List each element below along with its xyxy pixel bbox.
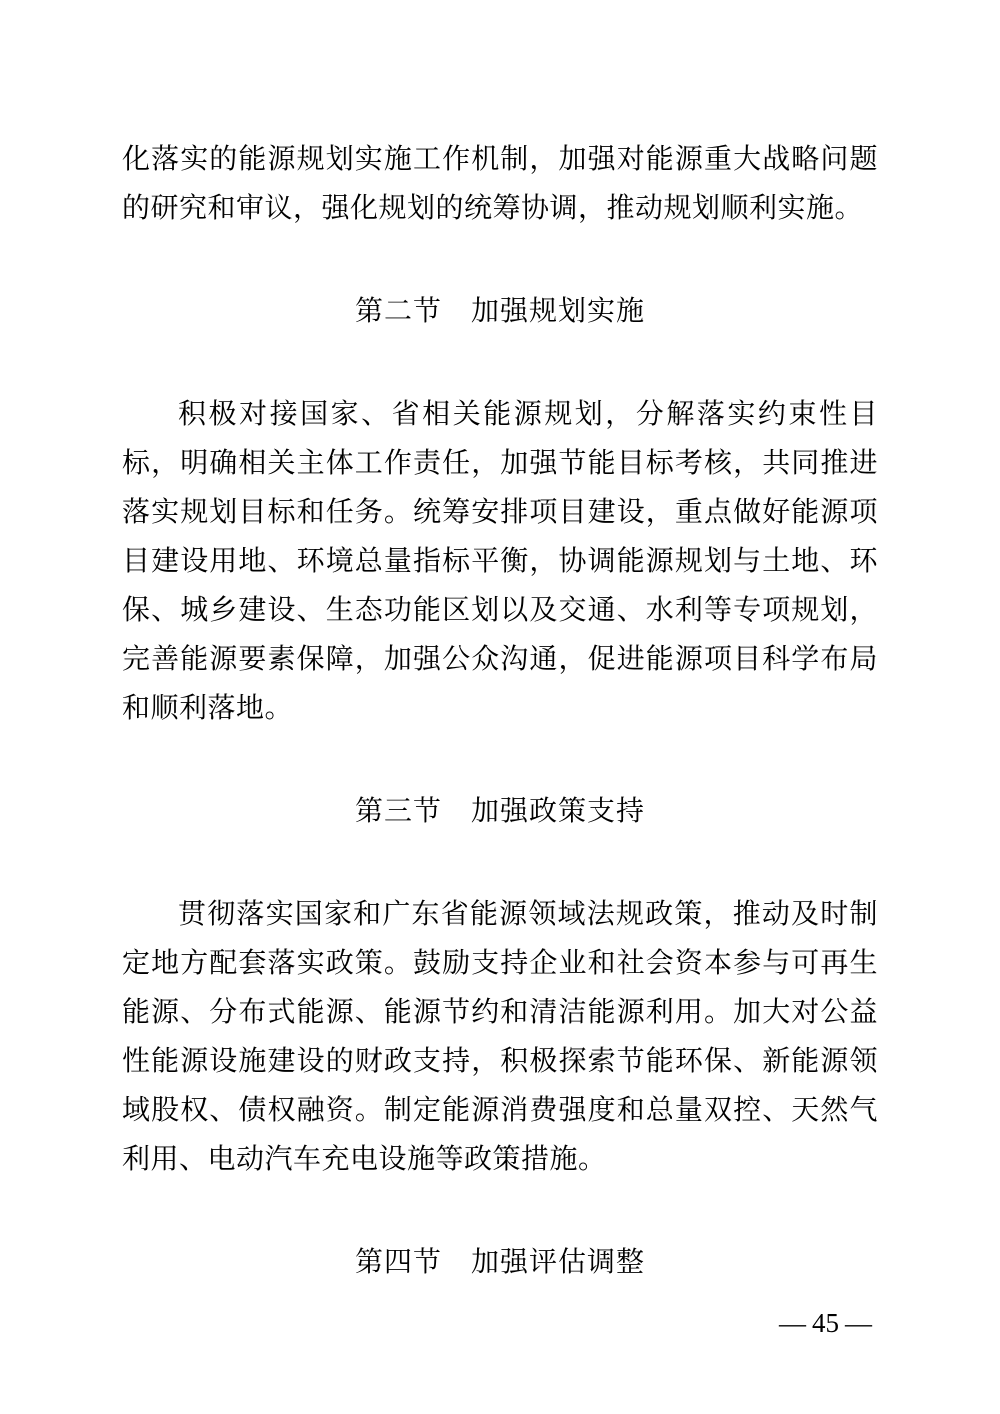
continuation-paragraph: 化落实的能源规划实施工作机制，加强对能源重大战略问题的研究和审议，强化规划的统筹协调，推动规划顺利实施。 [122,142,878,224]
section-heading-3: 第三节 加强政策支持 [354,794,645,827]
section-heading-4: 第四节 加强评估调整 [354,1245,645,1278]
page-number-dash-right: — [845,1308,872,1338]
page-number [773,1308,878,1338]
section-3-paragraph: 贯彻落实国家和广东省能源领域法规政策，推动及时制定地方配套落实政策。鼓励支持企业和社会资本参与可再生能源、分布式能源、能源节约和清洁能源利用。加大对公益性能源设施建设的财政支持，积极探索节能环保、新能源领域股权、债权融资。制定能源消费强度和总量双控、天然气利用、电动汽车充电设施等政策措施。 [122,897,878,1175]
page-number-value: 45 [812,1308,839,1338]
page-number-dash-left: — [779,1308,806,1338]
section-2-paragraph: 积极对接国家、省相关能源规划，分解落实约束性目标，明确相关主体工作责任，加强节能目标考核，共同推进落实规划目标和任务。统筹安排项目建设，重点做好能源项目建设用地、环境总量指标平衡，协调能源规划与土地、环保、城乡建设、生态功能区划以及交通、水利等专项规划，完善能源要素保障，加强公众沟通，促进能源项目科学布局和顺利落地。 [122,397,878,724]
page-content [122,134,878,1340]
section-heading-2: 第二节 加强规划实施 [354,294,645,327]
